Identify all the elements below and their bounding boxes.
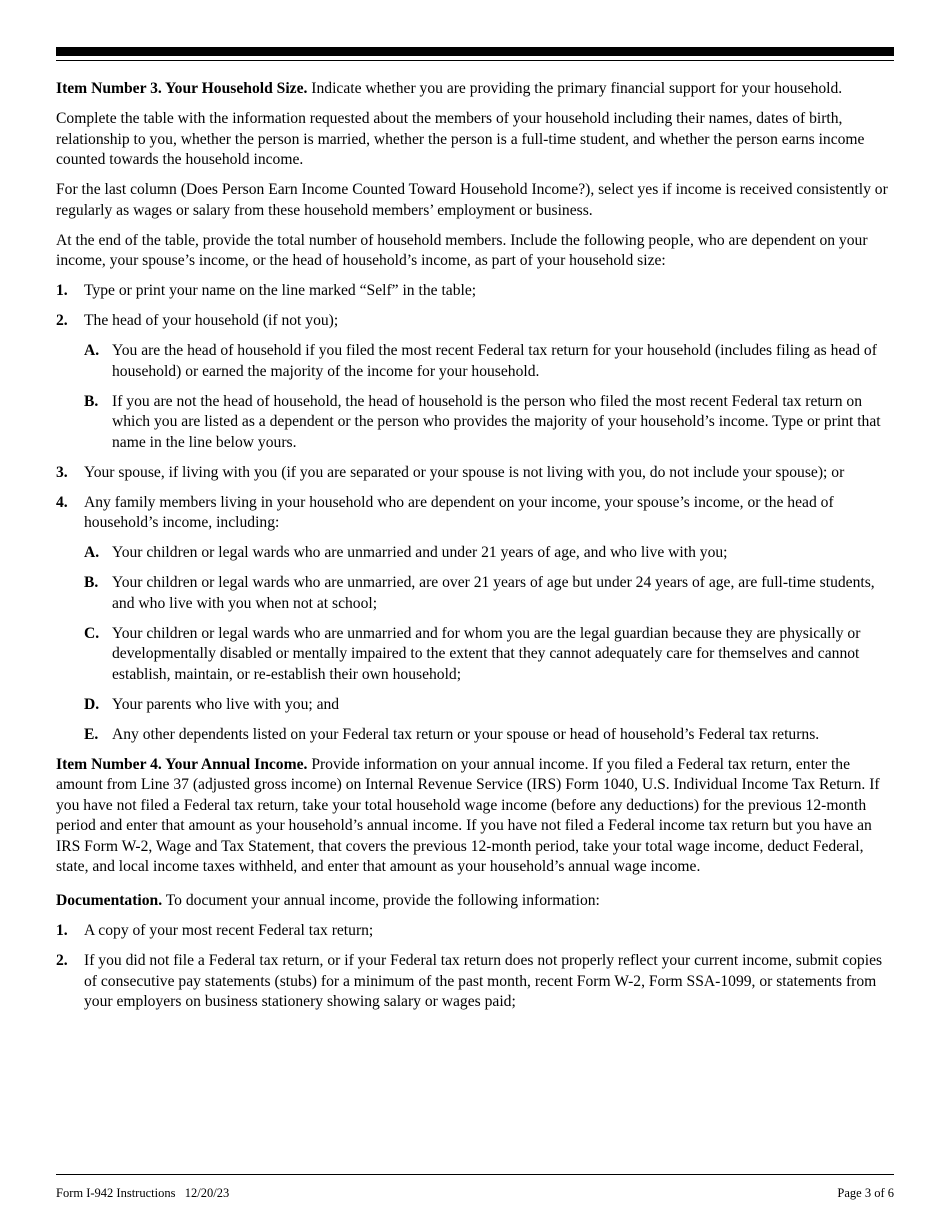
list-item-number: 4.: [56, 493, 68, 511]
documentation-text: To document your annual income, provide the following information:: [165, 892, 600, 909]
list-item-text: If you did not file a Federal tax return, or if your Federal tax return does not properly reflect your current income, submit copies of consecutive pay statements (stubs) for a minimum of the past month, recent Form W-2, Form SSA-1099, or statements from your employers on business stationery showing salary or wages paid;: [84, 952, 883, 1010]
sub-list-item-letter: C.: [84, 624, 100, 642]
item4-heading: Item Number 4. Your Annual Income.: [56, 755, 308, 773]
header-thin-rule: [56, 60, 894, 61]
sub-list-item-letter: B.: [84, 392, 99, 410]
list-item: [56, 951, 896, 1013]
page-body: [56, 79, 896, 1022]
item3-paragraph-3: At the end of the table, provide the total number of household members. Include the following people, who are dependent on your income, your spouse’s income, or the head of household’s income, as part of your household size:: [56, 231, 868, 269]
sub-list-item-text: Any other dependents listed on your Federal tax return or your spouse or head of household’s Federal tax returns.: [112, 725, 820, 743]
footer-page-number: Page 3 of 6: [837, 1186, 894, 1200]
item3-intro-paragraph: [56, 79, 896, 100]
sub-list-item-text: Your children or legal wards who are unmarried, are over 21 years of age but under 24 years of age, are full-time students, and who live with you when not at school;: [112, 574, 875, 612]
item4-paragraph: [56, 755, 896, 878]
list-item-number: 1.: [56, 922, 68, 939]
list-item: [56, 921, 896, 942]
sub-list-item-letter: A.: [84, 342, 100, 359]
footer-rule: [56, 1174, 894, 1175]
list-item-text: The head of your household (if not you);: [84, 312, 339, 329]
sub-list-item-text: Your children or legal wards who are unmarried and for whom you are the legal guardian because they are physically or developmentally disabled or mentally impaired to the extent that they cannot adequately care for themselves and cannot establish, maintain, or re-establish their own household;: [112, 624, 861, 683]
sub-list-item: [56, 341, 896, 382]
item4-text: Provide information on your annual income. If you filed a Federal tax return, enter the amount from Line 37 (adjusted gross income) on Internal Revenue Service (IRS) Form 1040, U.S. Individual Income Tax Return. If you have not filed a Federal tax return, take your total household wage income (before any deductions) for the previous 12-month period and enter that amount as your household’s annual income. If you have not filed a Federal income tax return but you have an IRS Form W-2, Wage and Tax Statement, that covers the previous 12-month period, take your total wage income, deduct Federal, state, and local income taxes withheld, and enter that amount as your household’s annual wage income.: [56, 755, 880, 875]
documentation-heading: Documentation.: [56, 892, 163, 909]
sub-list-item: [56, 392, 896, 454]
list-item-text: Your spouse, if living with you (if you are separated or your spouse is not living with you, do not include your spouse); or: [84, 463, 845, 481]
sub-list-item-letter: B.: [84, 574, 99, 591]
list-item-number: 2.: [56, 952, 68, 969]
sub-list-item: [56, 695, 896, 716]
list-item-number: 2.: [56, 312, 68, 329]
list-item: [56, 281, 896, 302]
sub-list-item-text: Your children or legal wards who are unmarried and under 21 years of age, and who live with you;: [112, 544, 728, 561]
sub-list-item: [56, 543, 896, 564]
sub-list-item: [56, 624, 896, 686]
sub-list-item-letter: E.: [84, 725, 99, 743]
list-item: [56, 463, 896, 484]
sub-list-item-letter: D.: [84, 695, 100, 713]
item3-paragraph-1: Complete the table with the information requested about the members of your household including their names, dates of birth, relationship to you, whether the person is married, whether the person is a full-time student, and whether the person earns income counted towards the household income.: [56, 110, 865, 168]
documentation-paragraph: [56, 891, 896, 912]
footer-form-label: Form I-942 Instructions 12/20/23: [56, 1186, 230, 1200]
sub-list-item: [56, 725, 896, 746]
sub-list-item-letter: A.: [84, 544, 100, 561]
sub-list-item-text: Your parents who live with you; and: [112, 695, 340, 713]
list-item-number: 1.: [56, 282, 68, 299]
sub-list-item-text: You are the head of household if you filed the most recent Federal tax return for your household (includes filing as head of household) or earned the majority of the income for your household.: [112, 342, 877, 380]
list-item-number: 3.: [56, 463, 68, 481]
sub-list-item-text: If you are not the head of household, the head of household is the person who filed the most recent Federal tax return on which you are listed as a dependent or the person who provides the majority of your household’s income. Type or print that name in the line below yours.: [112, 392, 881, 451]
item3-paragraph-2: For the last column (Does Person Earn Income Counted Toward Household Income?), select yes if income is received consistently or regularly as wages or salary from these household members’ employment or business.: [56, 181, 888, 219]
list-item: [56, 493, 896, 534]
item3-intro: Indicate whether you are providing the primary financial support for your household.: [311, 80, 843, 97]
item3-heading: Item Number 3. Your Household Size.: [56, 80, 308, 97]
list-item-text: Type or print your name on the line marked “Self” in the table;: [84, 282, 477, 299]
header-thick-rule: [56, 47, 894, 56]
list-item-text: A copy of your most recent Federal tax return;: [84, 922, 374, 939]
list-item: [56, 311, 896, 332]
list-item-text: Any family members living in your household who are dependent on your income, your spouse’s income, or the head of household’s income, including:: [84, 493, 834, 531]
sub-list-item: [56, 573, 896, 614]
